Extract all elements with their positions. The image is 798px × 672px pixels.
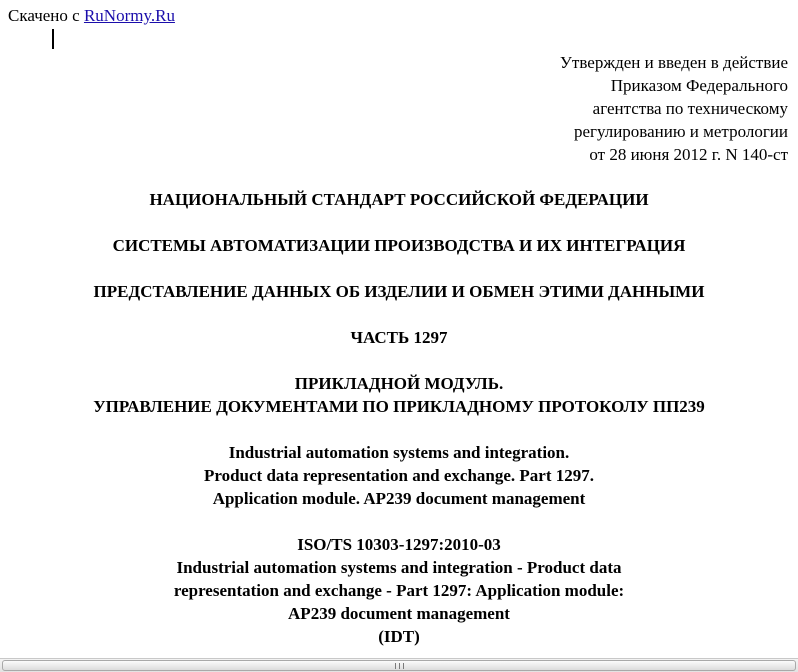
approval-line: регулированию и метрологии: [573, 122, 788, 141]
approval-line: агентства по техническому: [592, 99, 788, 118]
approval-line: от 28 июня 2012 г. N 140-ст: [589, 145, 788, 164]
source-line: [8, 6, 175, 26]
runormy-link[interactable]: RuNormy.Ru: [83, 6, 175, 25]
english-title: [0, 441, 798, 510]
series-heading-text: СИСТЕМЫ АВТОМАТИЗАЦИИ ПРОИЗВОДСТВА И ИХ ИНТЕГРАЦИЯ: [112, 236, 686, 255]
standard-heading: [0, 188, 798, 211]
equivalence-marker: (IDT): [378, 627, 420, 646]
horizontal-scrollbar[interactable]: [0, 658, 798, 672]
subject-heading: [0, 280, 798, 303]
scrollbar-thumb[interactable]: [2, 660, 796, 671]
approval-line: Приказом Федерального: [610, 76, 788, 95]
part-heading: [0, 326, 798, 349]
iso-title-line: AP239 document management: [288, 604, 510, 623]
approval-block: [368, 51, 788, 166]
subject-heading-text: ПРЕДСТАВЛЕНИЕ ДАННЫХ ОБ ИЗДЕЛИИ И ОБМЕН ЭТИМИ ДАННЫМИ: [93, 282, 705, 301]
iso-title-line: representation and exchange - Part 1297: Application module:: [173, 581, 625, 600]
english-title-line: Product data representation and exchange. Part 1297.: [203, 466, 595, 485]
module-heading-line: ПРИКЛАДНОЙ МОДУЛЬ.: [294, 374, 504, 393]
iso-reference: [0, 533, 798, 648]
english-title-line: Application module. AP239 document management: [212, 489, 586, 508]
series-heading: [0, 234, 798, 257]
standard-heading-text: НАЦИОНАЛЬНЫЙ СТАНДАРТ РОССИЙСКОЙ ФЕДЕРАЦИИ: [149, 190, 649, 209]
module-heading-line: УПРАВЛЕНИЕ ДОКУМЕНТАМИ ПО ПРИКЛАДНОМУ ПРОТОКОЛУ ПП239: [93, 397, 705, 416]
part-heading-text: ЧАСТЬ 1297: [350, 328, 448, 347]
source-prefix: Скачено с: [8, 6, 80, 25]
approval-line: Утвержден и введен в действие: [559, 53, 788, 72]
iso-title-line: Industrial automation systems and integration - Product data: [176, 558, 622, 577]
iso-code: ISO/TS 10303-1297:2010-03: [297, 535, 501, 554]
text-cursor: [52, 29, 54, 49]
module-heading: [0, 372, 798, 418]
english-title-line: Industrial automation systems and integration.: [228, 443, 570, 462]
grip-icon: [395, 663, 404, 669]
